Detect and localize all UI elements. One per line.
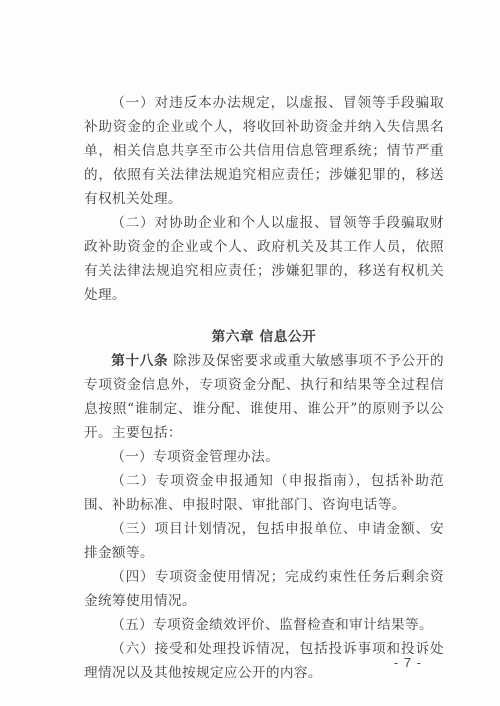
list-item-2: （二）专项资金申报通知（申报指南），包括补助范围、补助标准、申报时限、审批部门、咨询电话等。 (84, 473, 444, 513)
list-item-4: （四）专项资金使用情况；完成约束性任务后剩余资金统筹使用情况。 (84, 569, 444, 609)
article-label: 第十八条 (111, 353, 169, 369)
page-number: - 7 - (393, 655, 422, 670)
list-item-1: （一）专项资金管理办法。 (111, 449, 280, 465)
chapter-title: 第六章 信息公开 (211, 329, 317, 345)
paragraph-penalty-1: （一）对违反本办法规定，以虚报、冒领等手段骗取补助资金的企业或个人，将收回补助资金并纳入失信黑名单，相关信息共享至市公共信用信息管理系统；情节严重的，依照有关法律法规追究相应责任；涉嫌犯罪的，移送有权机关处理。 (84, 95, 444, 207)
article-text: 除涉及保密要求或重大敏感事项不予公开的专项资金信息外，专项资金分配、执行和结果等全过程信息按照“谁制定、谁分配、谁使用、谁公开”的原则予以公开。主要包括： (84, 353, 444, 441)
list-item-6: （六）接受和处理投诉情况，包括投诉事项和投诉处理情况以及其他按规定应公开的内容。 (84, 641, 444, 681)
article-18 (84, 349, 444, 445)
document-body (84, 91, 444, 685)
list-item-3: （三）项目计划情况，包括申报单位、申请金额、安排金额等。 (84, 521, 444, 561)
list-item-5: （五）专项资金绩效评价、监督检查和审计结果等。 (111, 617, 434, 633)
paragraph-penalty-2: （二）对协助企业和个人以虚报、冒领等手段骗取财政补助资金的企业或个人、政府机关及其工作人员，依照有关法律法规追究相应责任；涉嫌犯罪的，移送有权机关处理。 (84, 215, 444, 303)
